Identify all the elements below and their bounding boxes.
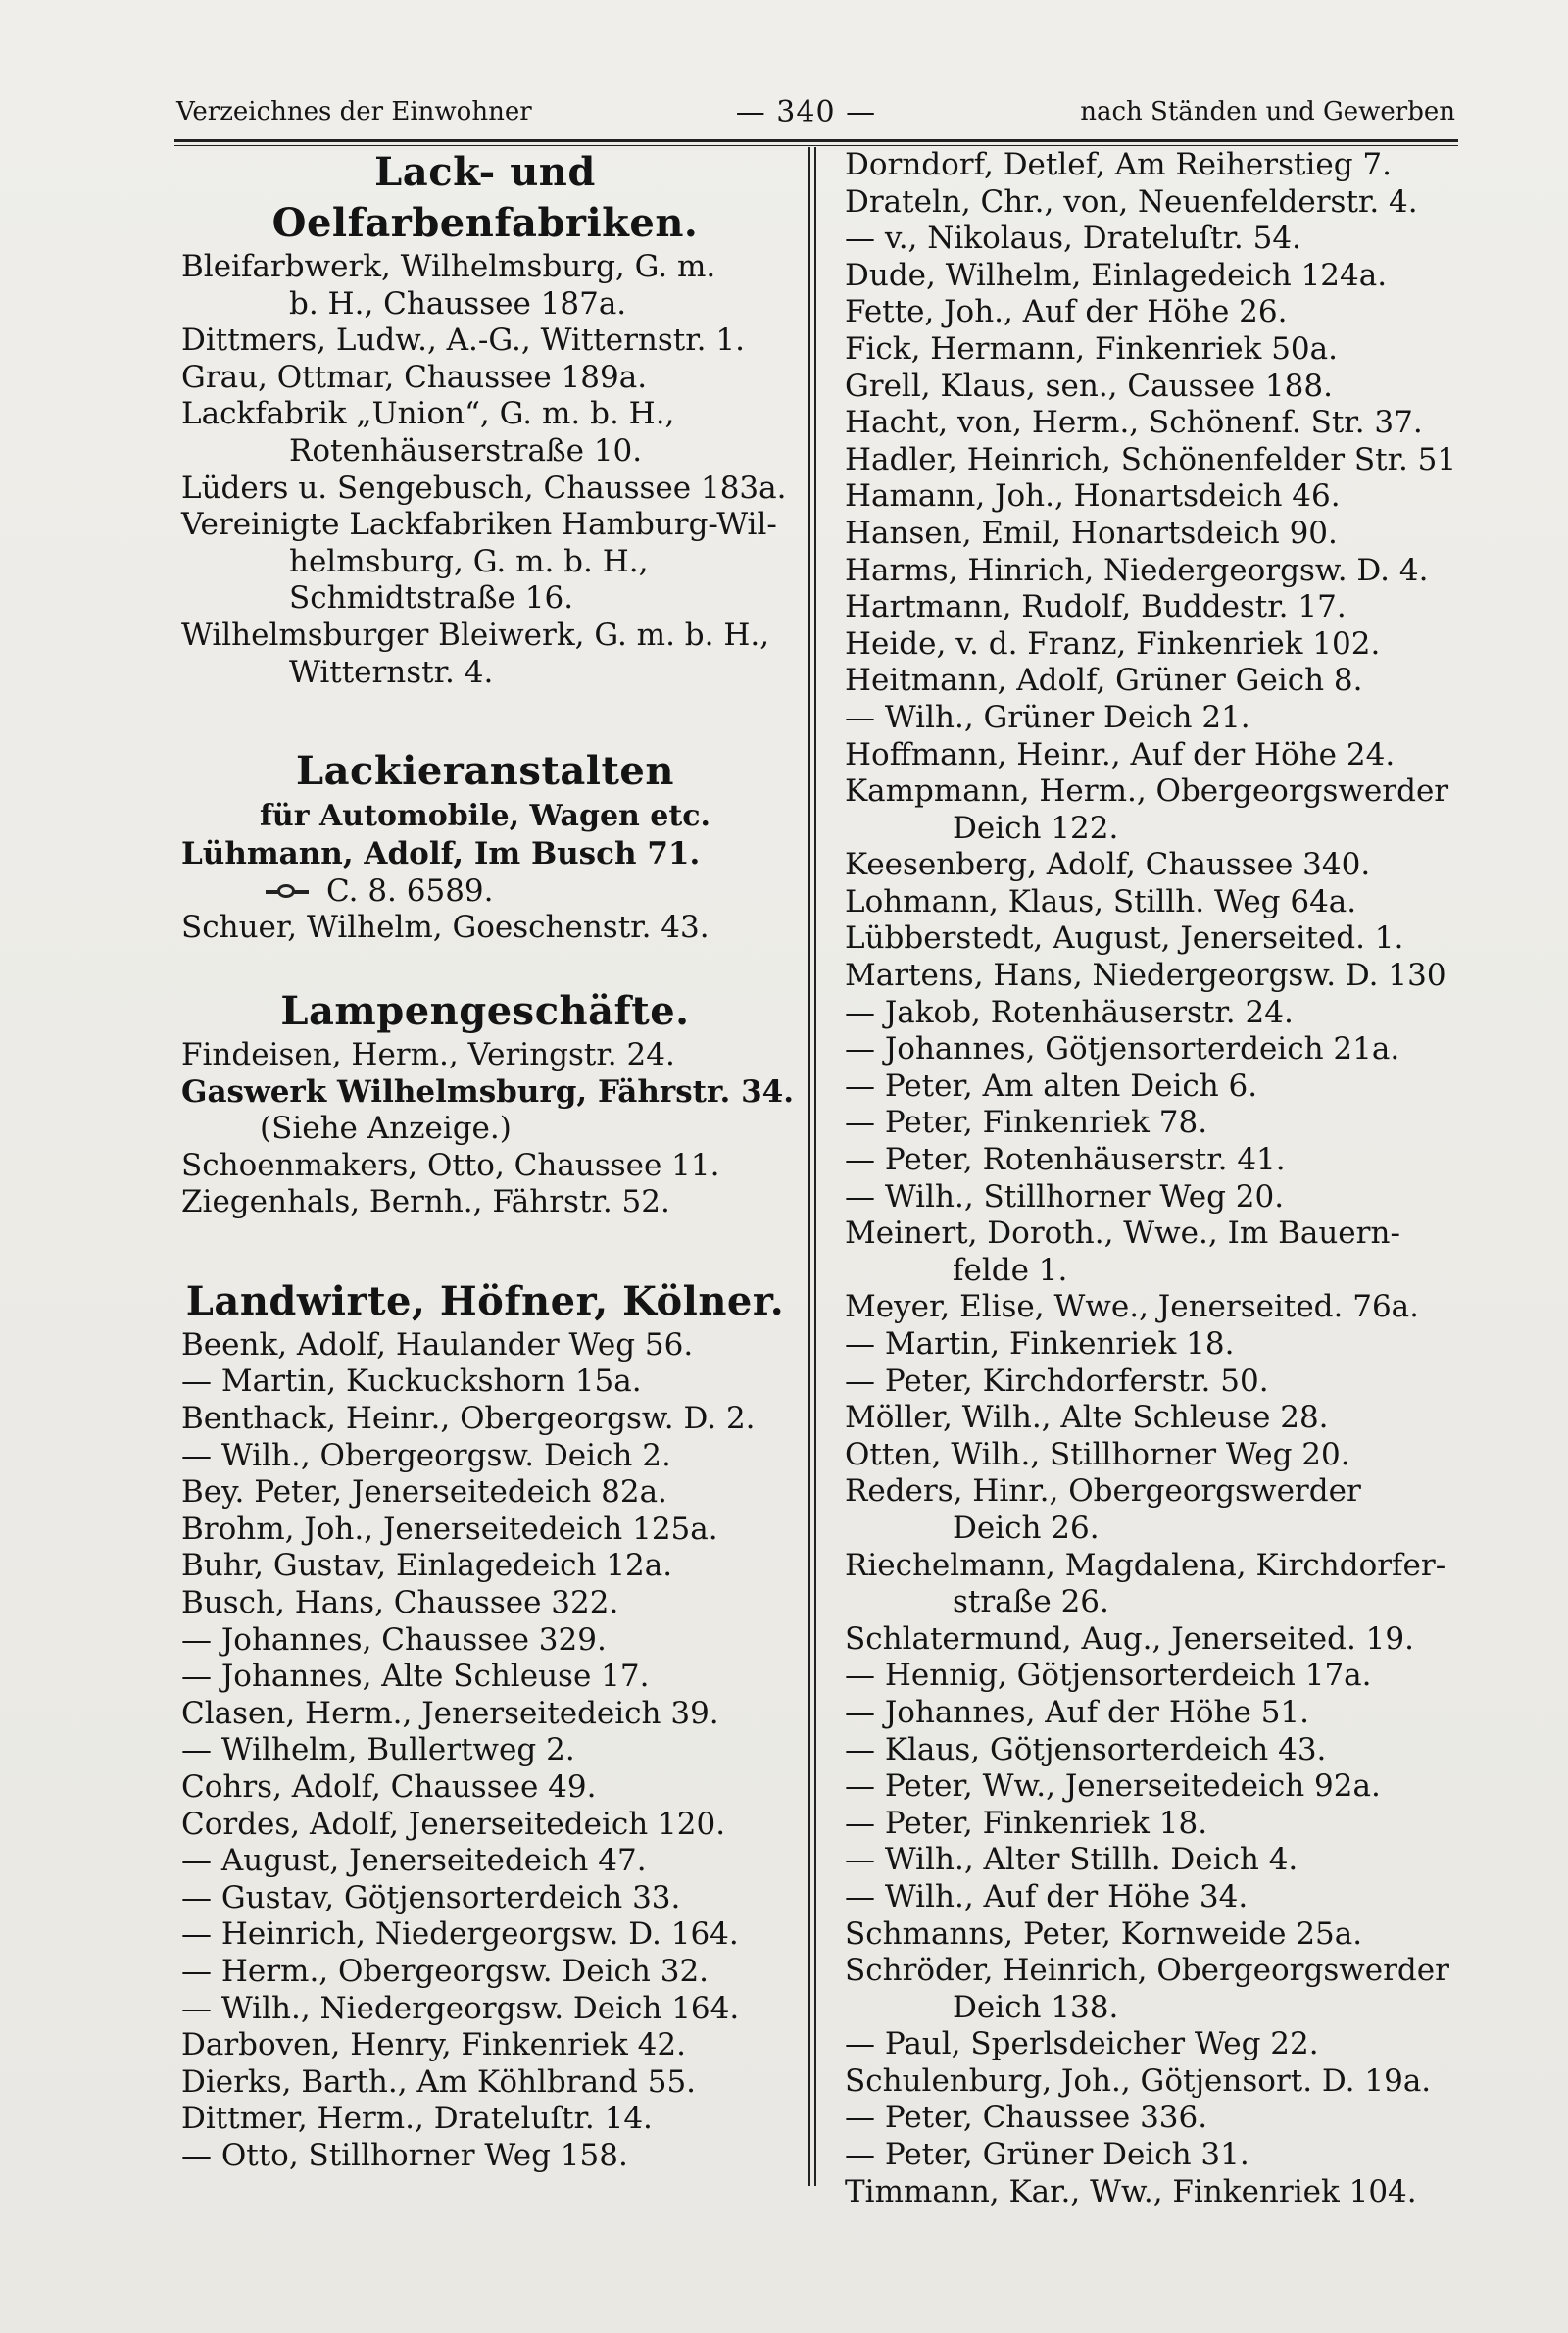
directory-entry: Darboven, Henry, Finkenriek 42. bbox=[181, 2027, 686, 2063]
entry-continuation: Deich 26. bbox=[953, 1510, 1100, 1546]
entry-continuation: helmsburg, G. m. b. H., bbox=[289, 543, 649, 579]
directory-entry: Hoffmann, Heinr., Auf der Höhe 24. bbox=[845, 736, 1396, 772]
directory-entry: — Wilh., Obergeorgsw. Deich 2. bbox=[181, 1437, 671, 1473]
directory-entry: — Johannes, Chaussee 329. bbox=[181, 1621, 607, 1658]
directory-entry: — Wilhelm, Bullertweg 2. bbox=[181, 1732, 575, 1768]
directory-entry: Hartmann, Rudolf, Buddestr. 17. bbox=[845, 589, 1347, 625]
directory-entry: — Martin, Kuckuckshorn 15a. bbox=[181, 1364, 642, 1400]
directory-entry: Lübberstedt, August, Jenerseited. 1. bbox=[845, 920, 1404, 957]
directory-entry: Otten, Wilh., Stillhorner Weg 20. bbox=[845, 1436, 1350, 1472]
directory-entry: — Gustav, Götjensorterdeich 33. bbox=[181, 1879, 681, 1915]
directory-entry: Bey. Peter, Jenerseitedeich 82a. bbox=[181, 1474, 667, 1511]
directory-entry: — Peter, Rotenhäuserstr. 41. bbox=[845, 1142, 1286, 1178]
telephone-symbol-icon bbox=[266, 883, 309, 901]
directory-entry: Brohm, Joh., Jenerseitedeich 125a. bbox=[181, 1511, 718, 1547]
directory-entry: — v., Nikolaus, Drateluſtr. 54. bbox=[845, 221, 1301, 257]
directory-entry: Wilhelmsburger Bleiwerk, G. m. b. H., bbox=[181, 617, 770, 653]
directory-entry: Schulenburg, Joh., Götjensort. D. 19a. bbox=[845, 2062, 1432, 2099]
column-divider bbox=[808, 147, 816, 2186]
page-header bbox=[176, 90, 1455, 133]
entry-continuation: Deich 138. bbox=[953, 1989, 1119, 2025]
directory-entry: — Peter, Kirchdorferstr. 50. bbox=[845, 1363, 1269, 1399]
directory-entry: — Peter, Finkenriek 18. bbox=[845, 1805, 1208, 1841]
directory-entry: Hansen, Emil, Honartsdeich 90. bbox=[845, 515, 1338, 551]
directory-entry: Riechelmann, Magdalena, Kirchdorfer- bbox=[845, 1547, 1446, 1583]
left-column bbox=[181, 147, 794, 2175]
directory-entry: Heitmann, Adolf, Grüner Geich 8. bbox=[845, 663, 1363, 699]
directory-entry: Vereinigte Lackfabriken Hamburg-Wil- bbox=[181, 507, 777, 543]
right-column bbox=[845, 147, 1472, 2210]
section-heading: Lampengeschäfte. bbox=[280, 987, 690, 1034]
phone-entry bbox=[181, 873, 789, 911]
directory-entry: Dude, Wilhelm, Einlagedeich 124a. bbox=[845, 257, 1388, 293]
directory-entry: — Peter, Chaussee 336. bbox=[845, 2100, 1208, 2136]
header-right: nach Ständen und Gewerben bbox=[1080, 97, 1455, 126]
entry-continuation: felde 1. bbox=[953, 1252, 1068, 1288]
directory-entry: Grell, Klaus, sen., Caussee 188. bbox=[845, 368, 1333, 404]
header-left: Verzeichnes der Einwohner bbox=[176, 97, 532, 126]
entry-continuation: Rotenhäuserstraße 10. bbox=[289, 432, 643, 469]
section-heading: Lack- und Oelfarbenfabriken. bbox=[271, 149, 699, 246]
directory-entry: — Johannes, Alte Schleuse 17. bbox=[181, 1659, 650, 1695]
directory-entry: Fick, Hermann, Finkenriek 50a. bbox=[845, 330, 1338, 367]
directory-entry: Dorndorf, Detlef, Am Reiherstieg 7. bbox=[845, 147, 1392, 182]
directory-entry: Lackfabrik „Union“, G. m. b. H., bbox=[181, 396, 675, 432]
directory-entry: Keesenberg, Adolf, Chaussee 340. bbox=[845, 847, 1371, 883]
entry-continuation: straße 26. bbox=[953, 1584, 1109, 1620]
entry-note: (Siehe Anzeige.) bbox=[260, 1111, 512, 1147]
entry-continuation: Witternstr. 4. bbox=[289, 654, 494, 690]
directory-entry: Timmann, Kar., Ww., Finkenriek 104. bbox=[845, 2173, 1417, 2209]
directory-entry: Buhr, Gustav, Einlagedeich 12a. bbox=[181, 1548, 673, 1584]
directory-entry: — Peter, Am alten Deich 6. bbox=[845, 1067, 1258, 1104]
directory-entry: — Martin, Finkenriek 18. bbox=[845, 1326, 1235, 1362]
section-subheading: für Automobile, Wagen etc. bbox=[260, 799, 710, 834]
directory-entry: Benthack, Heinr., Obergeorgsw. D. 2. bbox=[181, 1401, 756, 1437]
directory-entry: — Paul, Sperlsdeicher Weg 22. bbox=[845, 2026, 1319, 2062]
page-number: — 340 — bbox=[735, 94, 877, 129]
directory-entry: Beenk, Adolf, Haulander Weg 56. bbox=[181, 1326, 694, 1363]
directory-entry: Schoenmakers, Otto, Chaussee 11. bbox=[181, 1147, 720, 1183]
directory-entry: Ziegenhals, Bernh., Fährstr. 52. bbox=[181, 1184, 670, 1220]
directory-entry: Möller, Wilh., Alte Schleuse 28. bbox=[845, 1400, 1329, 1436]
directory-entry: Busch, Hans, Chaussee 322. bbox=[181, 1585, 619, 1621]
entry-continuation: Schmidtstraße 16. bbox=[289, 580, 574, 617]
directory-entry: Martens, Hans, Niedergeorgsw. D. 130 bbox=[845, 958, 1446, 994]
directory-entry: — Peter, Finkenriek 78. bbox=[845, 1105, 1208, 1141]
directory-entry: Dittmers, Ludw., A.-G., Witternstr. 1. bbox=[181, 323, 745, 359]
directory-entry: — Wilh., Stillhorner Weg 20. bbox=[845, 1178, 1285, 1215]
directory-entry: Hamann, Joh., Honartsdeich 46. bbox=[845, 478, 1341, 515]
directory-entry: Meyer, Elise, Wwe., Jenerseited. 76a. bbox=[845, 1289, 1420, 1325]
directory-entry: — Hennig, Götjensorterdeich 17a. bbox=[845, 1658, 1372, 1694]
directory-entry: Cordes, Adolf, Jenerseitedeich 120. bbox=[181, 1806, 726, 1842]
directory-entry: Hadler, Heinrich, Schönenfelder Str. 51 bbox=[845, 441, 1457, 477]
section-heading: Lackieranstalten bbox=[296, 748, 674, 795]
directory-entry: Fette, Joh., Auf der Höhe 26. bbox=[845, 294, 1288, 330]
directory-entry: — Wilh., Grüner Deich 21. bbox=[845, 699, 1250, 735]
directory-entry: Heide, v. d. Franz, Finkenriek 102. bbox=[845, 625, 1381, 662]
directory-entry: Dierks, Barth., Am Köhlbrand 55. bbox=[181, 2063, 697, 2100]
directory-entry: Dittmer, Herm., Drateluſtr. 14. bbox=[181, 2101, 653, 2137]
directory-entry: — Wilh., Alter Stillh. Deich 4. bbox=[845, 1842, 1298, 1878]
directory-entry: Meinert, Doroth., Wwe., Im Bauern- bbox=[845, 1216, 1400, 1252]
directory-entry: Drateln, Chr., von, Neuenfelderstr. 4. bbox=[845, 183, 1418, 220]
section-gap bbox=[181, 691, 789, 746]
phone-number: C. 8. 6589. bbox=[326, 872, 494, 909]
directory-entry: Cohrs, Adolf, Chaussee 49. bbox=[181, 1769, 597, 1805]
directory-entry: — August, Jenerseitedeich 47. bbox=[181, 1843, 647, 1879]
directory-entry: Grau, Ottmar, Chaussee 189a. bbox=[181, 359, 648, 395]
directory-entry: — Herm., Obergeorgsw. Deich 32. bbox=[181, 1953, 710, 1989]
directory-entry: — Wilh., Auf der Höhe 34. bbox=[845, 1878, 1249, 1914]
directory-entry: — Otto, Stillhorner Weg 158. bbox=[181, 2137, 628, 2173]
directory-entry: Clasen, Herm., Jenerseitedeich 39. bbox=[181, 1695, 719, 1731]
directory-entry: Schuer, Wilhelm, Goeschenstr. 43. bbox=[181, 910, 710, 946]
directory-entry: Kampmann, Herm., Obergeorgswerder bbox=[845, 773, 1449, 810]
section-gap bbox=[181, 947, 789, 986]
directory-entry: Bleifarbwerk, Wilhelmsburg, G. m. bbox=[181, 249, 716, 284]
directory-entry: Reders, Hinr., Obergeorgswerder bbox=[845, 1473, 1361, 1510]
entry-continuation: b. H., Chaussee 187a. bbox=[289, 285, 627, 322]
directory-entry: Findeisen, Herm., Veringstr. 24. bbox=[181, 1036, 675, 1072]
directory-entry: — Johannes, Götjensorterdeich 21a. bbox=[845, 1031, 1400, 1067]
directory-entry: Schmanns, Peter, Kornweide 25a. bbox=[845, 1915, 1363, 1952]
directory-entry: Lüders u. Sengebusch, Chaussee 183a. bbox=[181, 470, 787, 506]
directory-entry: — Johannes, Auf der Höhe 51. bbox=[845, 1694, 1309, 1730]
directory-entry: — Peter, Ww., Jenerseitedeich 92a. bbox=[845, 1768, 1381, 1805]
directory-entry: Harms, Hinrich, Niedergeorgsw. D. 4. bbox=[845, 552, 1429, 588]
directory-entry: — Jakob, Rotenhäuserstr. 24. bbox=[845, 994, 1294, 1030]
directory-entry-bold: Lühmann, Adolf, Im Busch 71. bbox=[181, 836, 701, 872]
header-rule bbox=[174, 139, 1458, 146]
directory-entry-bold: Gaswerk Wilhelmsburg, Fährstr. 34. bbox=[181, 1073, 794, 1110]
directory-entry: Schröder, Heinrich, Obergeorgswerder bbox=[845, 1953, 1449, 1989]
section-heading: Landwirte, Höfner, Kölner. bbox=[185, 1277, 785, 1324]
directory-entry: — Klaus, Götjensorterdeich 43. bbox=[845, 1731, 1327, 1767]
directory-entry: Hacht, von, Herm., Schönenf. Str. 37. bbox=[845, 405, 1423, 441]
section-gap bbox=[181, 1221, 789, 1276]
directory-entry: — Heinrich, Niedergeorgsw. D. 164. bbox=[181, 1916, 739, 1953]
directory-entry: — Wilh., Niedergeorgsw. Deich 164. bbox=[181, 1990, 740, 2026]
directory-entry: — Peter, Grüner Deich 31. bbox=[845, 2137, 1250, 2173]
directory-entry: Lohmann, Klaus, Stillh. Weg 64a. bbox=[845, 883, 1357, 919]
directory-entry: Schlatermund, Aug., Jenerseited. 19. bbox=[845, 1620, 1414, 1657]
entry-continuation: Deich 122. bbox=[953, 810, 1119, 846]
